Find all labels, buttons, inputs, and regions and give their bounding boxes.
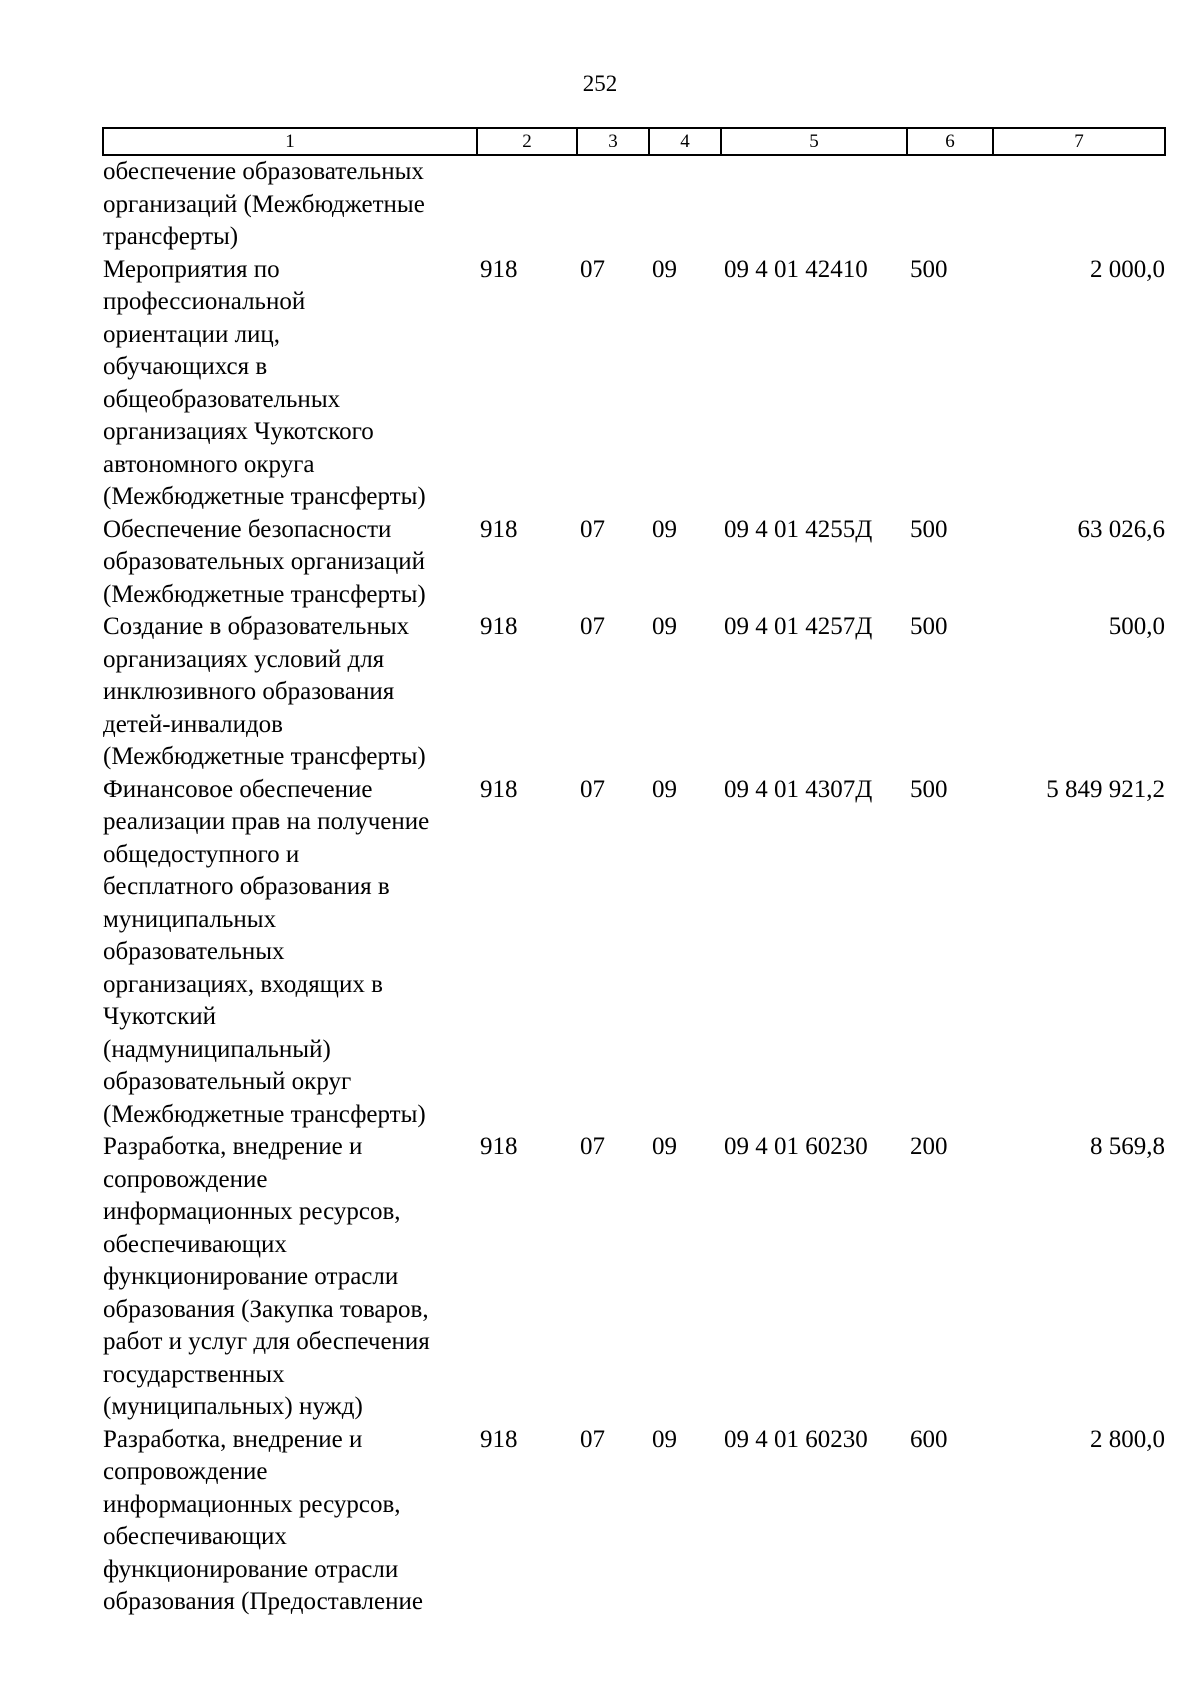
item-name-line: реализации прав на получение	[103, 808, 430, 835]
item-name-line: автономного округа	[103, 450, 315, 478]
header-cell-1: 1	[103, 128, 477, 155]
item-name-line: Чукотский	[103, 1003, 217, 1030]
item-name-line: обеспечивающих	[103, 1230, 287, 1258]
item-name-line: бесплатного образования в	[103, 873, 390, 900]
item-name-line: обеспечивающих	[103, 1523, 287, 1550]
amount-cell: 2 000,0	[1090, 255, 1165, 283]
expense-type-code: 500	[910, 255, 948, 283]
header-cell-2: 2	[477, 128, 577, 155]
item-name-cell	[103, 1424, 477, 1619]
item-name-cell	[103, 611, 477, 774]
section-code: 07	[580, 775, 605, 803]
target-article-code: 09 4 01 60230	[724, 1425, 868, 1453]
table-row	[103, 774, 1165, 1132]
page-number: 252	[582, 71, 618, 96]
item-name-line: государственных	[103, 1360, 285, 1388]
table-header	[103, 128, 1165, 155]
target-article-code: 09 4 01 4255Д	[724, 515, 873, 543]
item-name-line: (надмуниципальный)	[103, 1035, 331, 1063]
amount-cell: 8 569,8	[1090, 1133, 1165, 1160]
budget-table	[102, 127, 1166, 1619]
ministry-code: 918	[480, 613, 518, 640]
expense-type-code: 600	[910, 1425, 948, 1453]
target-article-code: 09 4 01 4257Д	[724, 613, 873, 640]
item-name-line: образования (Закупка товаров,	[103, 1295, 429, 1323]
item-name-cell	[103, 514, 477, 612]
ministry-code: 918	[480, 255, 518, 283]
section-code: 07	[580, 1425, 605, 1453]
item-name-line: информационных ресурсов,	[103, 1198, 401, 1225]
amount-cell	[993, 155, 1165, 254]
item-name-cell	[103, 774, 477, 1132]
item-name-line: работ и услуг для обеспечения	[103, 1328, 430, 1355]
ministry-code: 918	[480, 1133, 518, 1160]
target-article-code: 09 4 01 4307Д	[724, 775, 873, 803]
header-row	[103, 128, 1165, 155]
item-name-line: Обеспечение безопасности	[103, 515, 392, 543]
section-code: 07	[580, 515, 605, 543]
item-name-line: трансферты)	[103, 223, 239, 250]
expense-type-code: 500	[910, 613, 948, 640]
header-cell-7: 7	[993, 128, 1165, 155]
item-name-line: информационных ресурсов,	[103, 1490, 401, 1518]
item-name-line: сопровождение	[103, 1458, 268, 1485]
subsection-code: 09	[652, 775, 677, 803]
subsection-code	[649, 155, 721, 254]
ministry-code: 918	[480, 775, 518, 803]
item-name-line: образовательных	[103, 938, 285, 965]
item-name-line: детей-инвалидов	[103, 710, 283, 738]
amount-cell: 63 026,6	[1077, 515, 1165, 543]
item-name-line: (муниципальных) нужд)	[103, 1393, 363, 1420]
section-code: 07	[580, 1133, 605, 1160]
item-name-line: (Межбюджетные трансферты)	[103, 483, 426, 510]
ministry-code	[477, 155, 577, 254]
item-name-line: Разработка, внедрение и	[103, 1133, 363, 1160]
subsection-code: 09	[652, 1133, 677, 1160]
target-article-code: 09 4 01 60230	[724, 1133, 868, 1160]
target-article-code	[721, 155, 907, 254]
item-name-line: образовательных организаций	[103, 548, 426, 575]
expense-type-code: 500	[910, 515, 948, 543]
item-name-line: функционирование отрасли	[103, 1263, 399, 1290]
amount-cell: 2 800,0	[1090, 1425, 1165, 1453]
item-name-line: обучающихся в	[103, 353, 268, 380]
amount-cell: 500,0	[1108, 613, 1165, 640]
table-body	[103, 155, 1165, 1619]
item-name-cell	[103, 155, 477, 254]
item-name-line: (Межбюджетные трансферты)	[103, 580, 426, 608]
header-cell-4: 4	[649, 128, 721, 155]
subsection-code: 09	[652, 255, 677, 283]
item-name-line: организациях Чукотского	[103, 418, 374, 445]
header-cell-3: 3	[577, 128, 649, 155]
table-row	[103, 1131, 1165, 1424]
item-name-line: общедоступного и	[103, 840, 300, 868]
section-code	[577, 155, 649, 254]
item-name-line: организациях условий для	[103, 645, 385, 673]
expense-type-code	[907, 155, 993, 254]
subsection-code: 09	[652, 613, 677, 640]
item-name-line: Создание в образовательных	[103, 613, 410, 640]
item-name-line: ориентации лиц,	[103, 320, 281, 348]
item-name-line: образовательный округ	[103, 1068, 352, 1095]
header-cell-5: 5	[721, 128, 907, 155]
table-row	[103, 1424, 1165, 1619]
item-name-line: организаций (Межбюджетные	[103, 190, 425, 218]
item-name-line: обеспечение образовательных	[103, 158, 424, 185]
item-name-line: сопровождение	[103, 1165, 268, 1193]
item-name-line: инклюзивного образования	[103, 678, 395, 705]
ministry-code: 918	[480, 1425, 518, 1453]
item-name-line: Финансовое обеспечение	[103, 775, 373, 803]
subsection-code: 09	[652, 1425, 677, 1453]
table-row	[103, 254, 1165, 514]
item-name-line: организациях, входящих в	[103, 970, 383, 998]
item-name-cell	[103, 254, 477, 514]
item-name-line: (Межбюджетные трансферты)	[103, 1100, 426, 1128]
section-code: 07	[580, 613, 605, 640]
table-row	[103, 514, 1165, 612]
table-row	[103, 611, 1165, 774]
ministry-code: 918	[480, 515, 518, 543]
target-article-code: 09 4 01 42410	[724, 255, 868, 283]
expense-type-code: 200	[910, 1133, 948, 1160]
header-cell-6: 6	[907, 128, 993, 155]
item-name-line: функционирование отрасли	[103, 1555, 399, 1583]
amount-cell: 5 849 921,2	[1046, 775, 1165, 803]
item-name-line: общеобразовательных	[103, 385, 341, 413]
item-name-line: Мероприятия по	[103, 255, 280, 283]
item-name-line: образования (Предоставление	[103, 1588, 423, 1615]
subsection-code: 09	[652, 515, 677, 543]
item-name-line: профессиональной	[103, 288, 306, 315]
section-code: 07	[580, 255, 605, 283]
item-name-line: Разработка, внедрение и	[103, 1425, 363, 1453]
table-row	[103, 155, 1165, 254]
item-name-line: муниципальных	[103, 905, 277, 933]
item-name-cell	[103, 1131, 477, 1424]
expense-type-code: 500	[910, 775, 948, 803]
item-name-line: (Межбюджетные трансферты)	[103, 743, 426, 770]
